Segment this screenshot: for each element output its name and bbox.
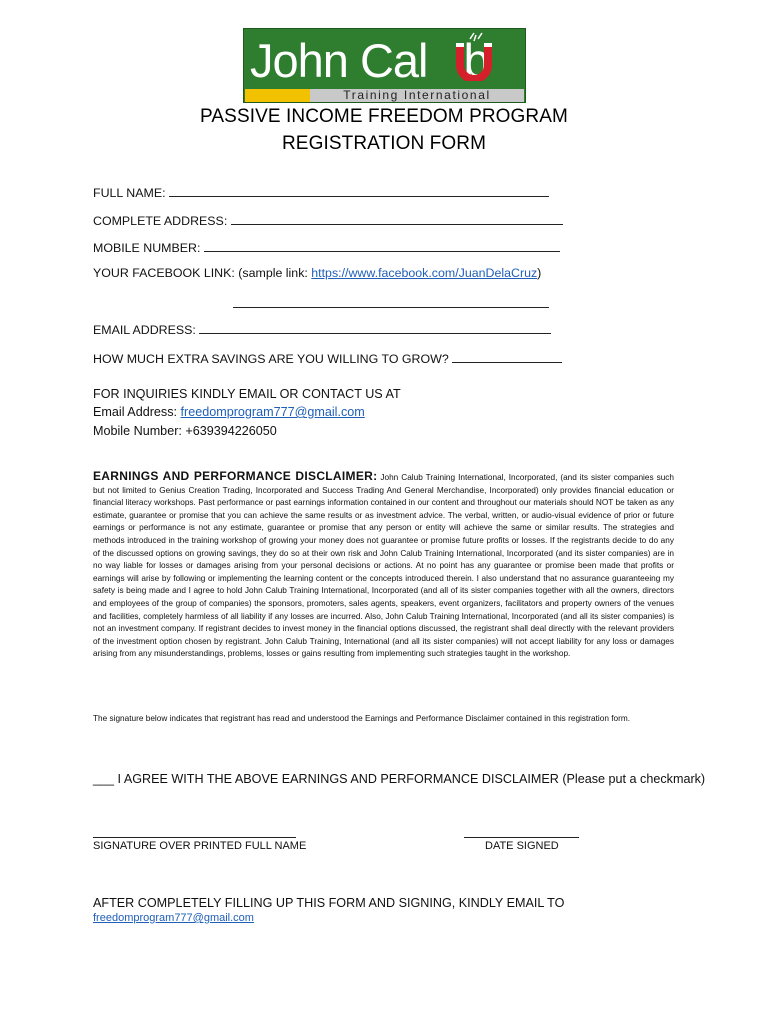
address-blank[interactable] <box>231 212 563 225</box>
savings-label: HOW MUCH EXTRA SAVINGS ARE YOU WILLING TO GROW? <box>93 352 449 366</box>
agreement-row <box>93 772 705 786</box>
logo-name-right: b <box>463 34 489 87</box>
savings-blank[interactable] <box>452 350 562 363</box>
full-name-label: FULL NAME: <box>93 186 166 200</box>
mobile-blank[interactable] <box>204 239 560 252</box>
contact-email-link[interactable]: freedomprogram777@gmail.com <box>180 405 365 419</box>
logo-name-left: John Cal <box>250 34 428 87</box>
footer-instruction: AFTER COMPLETELY FILLING UP THIS FORM AND SIGNING, KINDLY EMAIL TO <box>93 896 565 910</box>
form-title: PASSIVE INCOME FREEDOM PROGRAM <box>200 106 568 127</box>
company-logo <box>243 28 526 103</box>
email-field <box>93 321 551 337</box>
contact-mobile-label: Mobile Number: <box>93 424 186 438</box>
address-field <box>93 212 563 228</box>
contact-mobile-row <box>93 424 277 438</box>
email-blank[interactable] <box>199 321 551 334</box>
facebook-sample-link[interactable]: https://www.facebook.com/JuanDelaCruz <box>311 266 538 280</box>
contact-heading: FOR INQUIRIES KINDLY EMAIL OR CONTACT US AT <box>93 387 401 401</box>
facebook-field <box>93 266 541 280</box>
footer-email-link[interactable]: freedomprogram777@gmail.com <box>93 912 254 924</box>
full-name-blank[interactable] <box>169 184 549 197</box>
contact-email-row <box>93 405 365 419</box>
agreement-text: I AGREE WITH THE ABOVE EARNINGS AND PERFORMANCE DISCLAIMER (Please put a checkmark) <box>117 772 706 786</box>
signature-name-line[interactable] <box>93 837 296 838</box>
logo-tagline: Training International <box>310 89 524 102</box>
footer-email-row <box>93 912 254 924</box>
form-subtitle: REGISTRATION FORM <box>281 133 486 154</box>
savings-field <box>93 350 562 366</box>
agreement-checkmark-blank[interactable]: ___ <box>93 772 115 786</box>
signature-note: The signature below indicates that registrant has read and understood the Earnings and Performance Disclaimer contained in this registration form. <box>93 714 630 723</box>
disclaimer-body: John Calub Training International, Incorporated, (and its sister companies such but not limited to Genius Creation Trading, Incorporated and Success Trading And General Merchandise, Incorporated) only provides financial education or financial literacy workshops. Past performance or past earnings information contained in our content and throughout our materials should NOT be taken as any estimate, guarantee or promise that you can achieve the same results or as investment advice. The verbal, written, or audio-visual evidence of prior or future earnings or performance is not any estimate, guarantee or promise that any person or entity will achieve the same or similar results. The strategies and methods introduced in the training workshop of growing your money does not guarantee or promise future profits or losses. If the registrants decide to do any of the discussed options on growing savings, they do so at their own risk and John Calub Training International, Incorporated (and its sister companies) are in no way liable for losses or damages arising from your personal decisions or actions. At no point has any guarantee or promise been made that profits or earnings will arise by following or implementing the learning content or the concepts introduced therein. I also understand that no assurance guaranteeing my safety is being made and I agree to hold John Calub Training International, Incorporated (and all of its sister companies together with all the owners, directors and employees of the group of companies) the sponsors, promoters, sales agents, speakers, event organizers, facilitators and property owners of the venues and facilities, completely harmless of all liability if any losses are incurred. Also, John Calub Training International, Incorporated (and all its sister companies) is not an investment company. If registrant decides to invest money in the financial options discussed, the registrant shall deal directly with the relevant providers of the investment option chosen by registrant. John Calub Training, International (and all its sister companies) will not accept liability for any loss or damages arising from any misunderstandings, problems, losses or gains resulting from implementing such strategies taught in the workshop. <box>93 473 674 659</box>
mobile-field <box>93 239 560 255</box>
email-label: EMAIL ADDRESS: <box>93 323 196 337</box>
contact-mobile-number: +639394226050 <box>185 424 277 438</box>
date-signed-label: DATE SIGNED <box>485 840 559 852</box>
contact-email-label: Email Address: <box>93 405 181 419</box>
date-signed-line[interactable] <box>464 837 579 838</box>
mobile-label: MOBILE NUMBER: <box>93 241 201 255</box>
signature-name-label: SIGNATURE OVER PRINTED FULL NAME <box>93 840 307 852</box>
magnet-icon <box>454 31 494 81</box>
facebook-close-paren: ) <box>537 266 542 280</box>
disclaimer-heading: EARNINGS AND PERFORMANCE DISCLAIMER: <box>93 469 378 483</box>
full-name-field <box>93 184 549 200</box>
disclaimer-paragraph <box>93 470 674 661</box>
facebook-blank[interactable] <box>233 307 549 308</box>
logo-yellow-bar <box>245 89 310 102</box>
address-label: COMPLETE ADDRESS: <box>93 214 228 228</box>
facebook-label: YOUR FACEBOOK LINK: (sample link: <box>93 266 312 280</box>
